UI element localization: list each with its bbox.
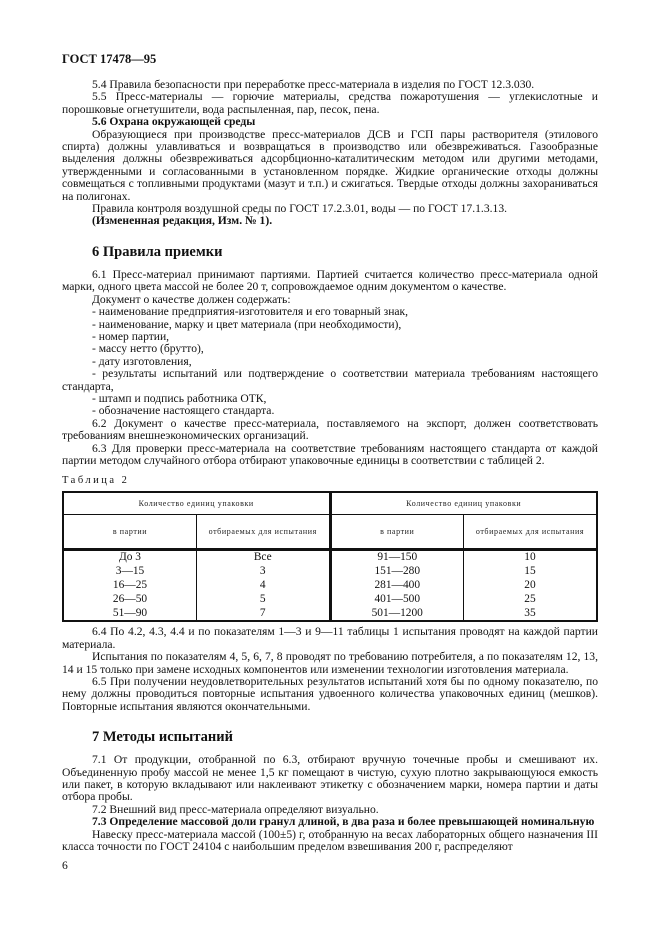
list-item: - массу нетто (брутто), — [92, 342, 204, 356]
table-cell: 3 — [197, 565, 331, 579]
table-cell: 51—90 — [63, 607, 197, 622]
section-6-continued — [62, 626, 598, 713]
section-5-block — [62, 79, 598, 228]
table-cell: 151—280 — [330, 565, 464, 579]
table-cell: 91—150 — [330, 550, 464, 565]
column-header: отбираемых для испытания — [464, 515, 598, 550]
table-cell: 10 — [464, 550, 598, 565]
table-cell: 26—50 — [63, 593, 197, 607]
table-cell: 15 — [464, 565, 598, 579]
section-7-title: 7 Методы испытаний — [92, 729, 233, 746]
paragraph-7-2: 7.2 Внешний вид пресс-материала определяют визуально. — [92, 802, 379, 816]
table-cell: 7 — [197, 607, 331, 622]
table-cell: Все — [197, 550, 331, 565]
paragraph-5-4: 5.4 Правила безопасности при переработке пресс-материала в изделия по ГОСТ 12.3.030. — [92, 78, 535, 91]
column-header: отбираемых для испытания — [197, 515, 331, 550]
subheading-7-3: 7.3 Определение массовой доли гранул длиной, в два раза и более превышающей номинальную — [92, 815, 595, 829]
group-header: Количество единиц упаковки — [330, 492, 597, 515]
paragraph-5-6-body: Образующиеся при производстве пресс-материалов ДСВ и ГСП пары растворителя (этилового спирта) должны улавливаться и возвращаться в производство или обезвреживаться. Газообразные выделения должны обезвреживаться адсорбционно-каталитическим методом или другими методами, утвержденными и согласованными в установленном порядке. Жидкие органические отходы должны совмещаться с топливными продуктами (мазут и т.п.) и сжигаться. Твердые отходы должны захораниваться на полигонах. — [62, 127, 598, 203]
section-6-title: 6 Правила приемки — [92, 243, 223, 260]
table-cell: 5 — [197, 593, 331, 607]
list-item: - номер партии, — [92, 329, 170, 343]
table-cell: 3—15 — [63, 565, 197, 579]
list-item: - штамп и подпись работника ОТК, — [92, 391, 267, 405]
list-item: - наименование предприятия-изготовителя и его товарный знак, — [92, 305, 409, 319]
column-header: в партии — [63, 515, 197, 550]
document-header: ГОСТ 17478—95 — [62, 52, 157, 66]
paragraph-6-2: 6.2 Документ о качестве пресс-материала, поставляемого на экспорт, должен соответствовать требованиям внешнеэкономических организаций. — [62, 416, 598, 443]
list-item: - обозначение настоящего стандарта. — [92, 404, 275, 418]
subheading-5-6: 5.6 Охрана окружающей среды — [92, 115, 256, 129]
column-header: в партии — [330, 515, 464, 550]
paragraph-6-1: 6.1 Пресс-материал принимают партиями. Партией считается количество пресс-материала одной марки, одного цвета массой не более 20 т, сопровождаемое одним документом о качестве. — [62, 267, 598, 294]
section-6-block — [62, 269, 598, 468]
table-cell: 501—1200 — [330, 607, 464, 622]
table-cell: 20 — [464, 579, 598, 593]
table-cell: 401—500 — [330, 593, 464, 607]
table-cell: 25 — [464, 593, 598, 607]
paragraph-7-1: 7.1 От продукции, отобранной по 6.3, отбирают вручную точечные пробы и смешивают их. Объединенную пробу массой не менее 1,5 кг помещают в чистую, сухую плотно закрывающуюся емкость или пакет, в которую вкладывают или наклеивают этикетку с обозначением марки, номера партии и даты отбора пробы. — [62, 753, 598, 804]
paragraph-6-4: 6.4 По 4.2, 4.3, 4.4 и по показателям 1—3 и 9—11 таблицы 1 испытания проводят на каждой партии материала. — [62, 625, 598, 651]
table-cell: 16—25 — [63, 579, 197, 593]
group-header: Количество единиц упаковки — [63, 492, 330, 515]
paragraph-document-contents: Документ о качестве должен содержать: — [92, 292, 291, 306]
paragraph-7-3-body: Навеску пресс-материала массой (100±5) г, отобранную на весах лабораторных общего назначения III класса точности по ГОСТ 24104 с наибольшим пределом взвешивания 200 г, распределяют — [62, 827, 598, 854]
list-item: - результаты испытаний или подтверждение о соответствии материала требованиям настоящего стандарта, — [62, 367, 598, 393]
paragraph-tests-on-demand: Испытания по показателям 4, 5, 6, 7, 8 проводят по требованию потребителя, а по показателям 12, 13, 14 и 15 только при замене исходных компонентов или изменении технологии изготовления материала. — [62, 650, 598, 676]
list-item: - наименование, марку и цвет материала (при необходимости), — [92, 317, 402, 331]
table-2 — [62, 491, 598, 622]
paragraph-6-5: 6.5 При получении неудовлетворительных результатов испытаний хотя бы по одному показателю, по нему должны проводиться повторные испытания удвоенного количества упаковочных единиц (мешков). Повторные испытания являются окончательными. — [62, 674, 598, 713]
table-caption: Таблица 2 — [62, 475, 130, 487]
table-cell: 4 — [197, 579, 331, 593]
section-7-block — [62, 754, 598, 853]
table-cell: 281—400 — [330, 579, 464, 593]
paragraph-5-6-control: Правила контроля воздушной среды по ГОСТ 17.2.3.01, воды — по ГОСТ 17.1.3.13. — [92, 202, 508, 216]
table-cell: 35 — [464, 607, 598, 622]
table-cell: До 3 — [63, 550, 197, 565]
amendment-note: (Измененная редакция, Изм. № 1). — [92, 214, 273, 228]
paragraph-5-5: 5.5 Пресс-материалы — горючие материалы, средства пожаротушения — углекислотные и порошковые огнетушители, вода распыленная, пар, песок, пена. — [62, 90, 598, 116]
list-item: - дату изготовления, — [92, 354, 192, 368]
page-number: 6 — [62, 859, 68, 873]
paragraph-6-3: 6.3 Для проверки пресс-материала на соответствие требованиям настоящего стандарта от каждой партии методом случайного отбора отбирают упаковочные единицы в соответствии с таблицей 2. — [62, 441, 598, 467]
